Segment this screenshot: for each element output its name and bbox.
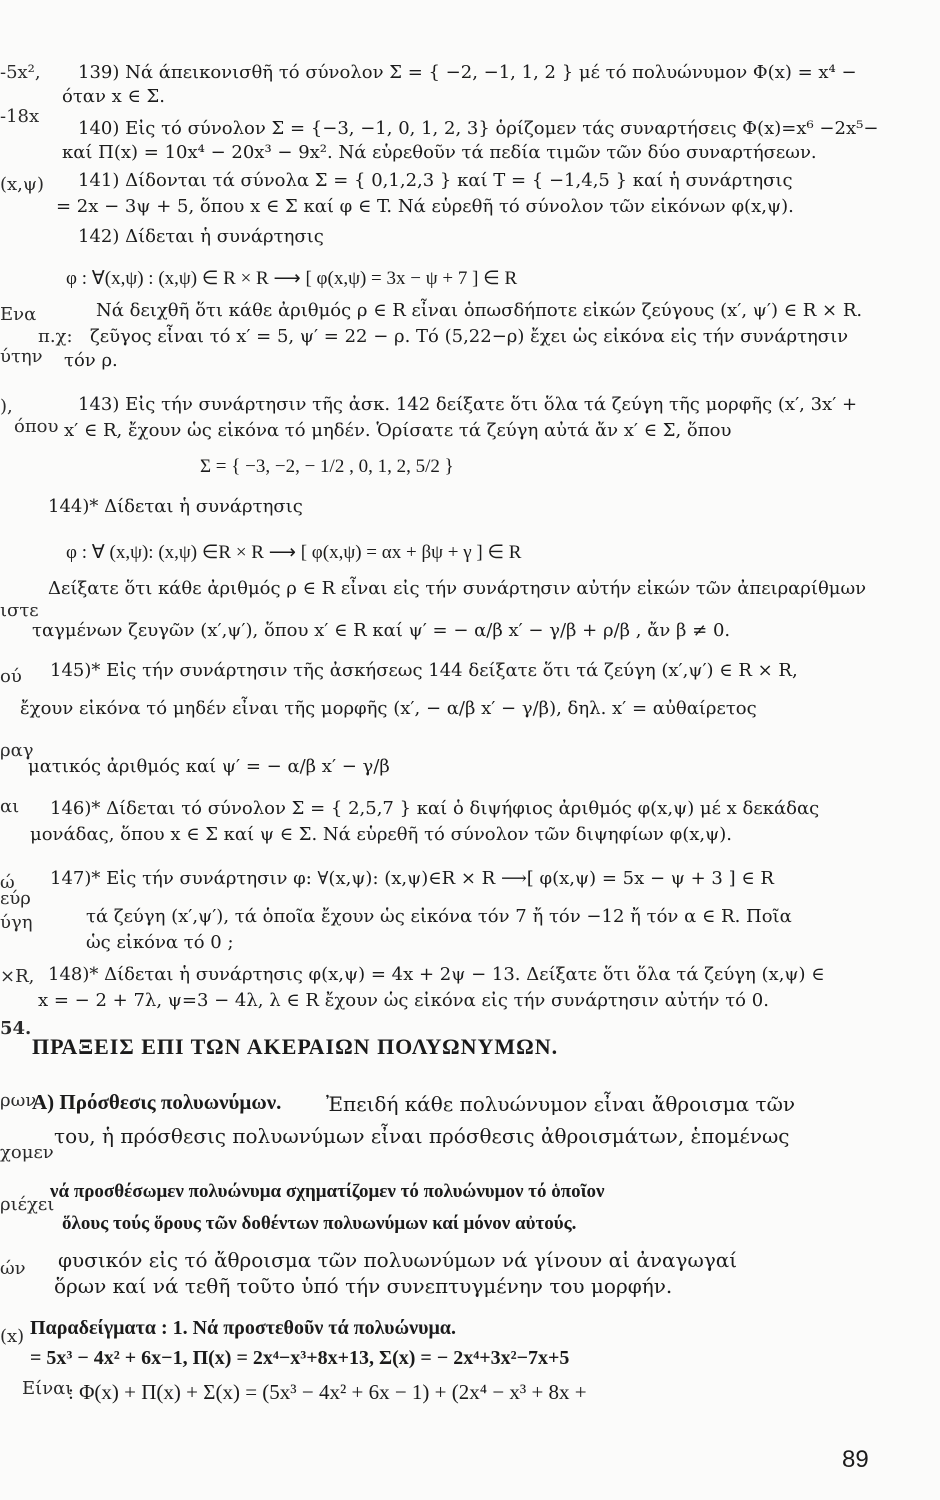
exercise-145-line1: 145)* Εἰς τήν συνάρτησιν τῆς ἀσκήσεως 144 δείξατε ὅτι τά ζεύγη (x′,ψ′) ∈ R × R, (50, 660, 798, 681)
margin-fragment: εύρ (0, 888, 31, 909)
margin-fragment: ύγη (0, 912, 33, 933)
margin-fragment: ×R, (0, 966, 35, 987)
margin-fragment: -18x (0, 106, 40, 127)
exercise-146-line2: μονάδας, ὅπου x ∈ Σ καί ψ ∈ Σ. Νά εὑρεθῆ τό σύνολον τῶν διψηφίων φ(x,ψ). (30, 824, 732, 845)
margin-fragment: ών (0, 1258, 26, 1279)
margin-fragment: ιστε (0, 600, 39, 621)
example-sum: : Φ(x) + Π(x) + Σ(x) = (5x³ − 4x² + 6x − 1) + (2x⁴ − x³ + 8x + (68, 1380, 587, 1404)
exercise-144-line3: Δείξατε ὅτι κάθε ἀριθμός ρ ∈ R εἶναι εἰς τήν συνάρτησιν αὐτήν εἰκών τῶν ἀπειραρίθμων (48, 578, 867, 599)
exercise-146-line1: 146)* Δίδεται τό σύνολον Σ = { 2,5,7 } καί ὁ διψήφιος ἀριθμός φ(x,ψ) μέ x δεκάδας (50, 798, 820, 819)
margin-fragment: ραγ (0, 740, 34, 761)
margin-fragment: ού (0, 666, 22, 687)
exercise-142-line4: ζεῦγος εἶναι τό x′ = 5, ψ′ = 22 − ρ. Τό (5,22−ρ) ἔχει ὡς εἰκόνα εἰς τήν συνάρτησιν (90, 326, 849, 347)
examples-heading: Παραδείγματα : 1. Νά προστεθοῦν τά πολυώνυμα. (30, 1317, 456, 1339)
paragraph-a-title: Α) Πρόσθεσις πολυωνύμων. (32, 1090, 282, 1114)
margin-fragment: ύτην (0, 346, 43, 367)
paragraph-a-line3: νά προσθέσωμεν πολυώνυμα σχηματίζομεν τό πολυώνυμον τό ὁποῖον (50, 1181, 605, 1202)
paragraph-a-line6: ὅρων καί νά τεθῆ τοῦτο ὑπό τήν συνεπτυγμένην του μορφήν. (54, 1274, 673, 1298)
margin-fragment: ), (0, 396, 13, 417)
exercise-143-line2: x′ ∈ R, ἔχουν ὡς εἰκόνα τό μηδέν. Ὁρίσατε τά ζεύγη αὐτά ἄν x′ ∈ Σ, ὅπου (64, 420, 732, 441)
exercise-147-line2: τά ζεύγη (x′,ψ′), τά ὁποῖα ἔχουν ὡς εἰκόνα τόν 7 ἤ τόν −12 ἤ τόν α ∈ R. Ποῖα (86, 906, 792, 927)
margin-fragment: όπου (14, 416, 59, 437)
exercise-144-line1: 144)* Δίδεται ἡ συνάρτησις (48, 496, 303, 517)
exercise-143-line1: 143) Εἰς τήν συνάρτησιν τῆς ἀσκ. 142 δείξατε ὅτι ὅλα τά ζεύγη τῆς μορφῆς (x′, 3x′ + (78, 394, 858, 415)
exercise-144-line4: ταγμένων ζευγῶν (x′,ψ′), ὅπου x′ ∈ R καί ψ′ = − α/β x′ − γ/β + ρ/β , ἄν β ≠ 0. (32, 620, 731, 641)
margin-fragment: ριέχει (0, 1194, 55, 1215)
paragraph-a-line5: φυσικόν εἰς τό ἄθροισμα τῶν πολυωνύμων νά γίνουν αἱ ἀναγωγαί (58, 1248, 738, 1272)
exercise-148-line2: x = − 2 + 7λ, ψ=3 − 4λ, λ ∈ R ἔχουν ὡς εἰκόνα εἰς τήν συνάρτησιν αὐτήν τό 0. (38, 990, 769, 1011)
exercise-145-line3: ματικός ἀριθμός καί ψ′ = − α/β x′ − γ/β (28, 756, 390, 777)
exercise-147-line3: ὡς εἰκόνα τό 0 ; (86, 932, 234, 953)
exercise-139-line1: 139) Νά άπεικονισθῆ τό σύνολον Σ = { −2, −1, 1, 2 } μέ τό πολυώνυμον Φ(x) = x⁴ − (78, 62, 857, 83)
margin-fragment: (x,ψ) (0, 174, 45, 195)
exercise-141-line2: = 2x − 3ψ + 5, ὅπου x ∈ Σ καί φ ∈ T. Νά εὑρεθῆ τό σύνολον τῶν εἰκόνων φ(x,ψ). (56, 196, 794, 217)
section-heading: ΠΡΑΞΕΙΣ ΕΠΙ ΤΩΝ ΑΚΕΡΑΙΩΝ ΠΟΛΥΩΝΥΜΩΝ. (32, 1034, 559, 1059)
margin-fragment: (x) (0, 1326, 25, 1347)
exercise-142-formula: φ : ∀(x,ψ) : (x,ψ) ∈ R × R ⟶ [ φ(x,ψ) = 3x − ψ + 7 ] ∈ R (66, 268, 518, 289)
exercise-140-line1: 140) Εἰς τό σύνολον Σ = {−3, −1, 0, 1, 2, 3} ὁρίζομεν τάς συναρτήσεις Φ(x)=x⁶ −2x⁵− (78, 118, 879, 139)
exercise-140-line2: καί Π(x) = 10x⁴ − 20x³ − 9x². Νά εὑρεθοῦν τά πεδία τιμῶν τῶν δύο συναρτήσεων. (62, 142, 817, 163)
margin-fragment: Είναι (22, 1378, 73, 1399)
margin-fragment: ρων (0, 1090, 37, 1111)
paragraph-a-line2: του, ἡ πρόσθεσις πολυωνύμων εἶναι πρόσθεσις ἀθροισμάτων, ἑπομένως (54, 1124, 790, 1148)
page-number: 89 (842, 1446, 869, 1473)
margin-fragment: Ενα (0, 304, 37, 325)
exercise-139-line2: όταν x ∈ Σ. (62, 86, 165, 107)
exercise-148-line1: 148)* Δίδεται ἡ συνάρτησις φ(x,ψ) = 4x + 2ψ − 13. Δείξατε ὅτι ὅλα τά ζεύγη (x,ψ) ∈ (48, 964, 825, 985)
exercise-143-set: Σ = { −3, −2, − 1/2 , 0, 1, 2, 5/2 } (200, 456, 454, 477)
example-polynomials: = 5x³ − 4x² + 6x−1, Π(x) = 2x⁴−x³+8x+13, Σ(x) = − 2x⁴+3x²−7x+5 (30, 1347, 570, 1369)
exercise-144-formula: φ : ∀ (x,ψ): (x,ψ) ∈R × R ⟶ [ φ(x,ψ) = αx + βψ + γ ] ∈ R (66, 542, 522, 563)
exercise-142-line5: τόν ρ. (64, 350, 118, 371)
margin-fragment: χομεν (0, 1142, 54, 1163)
margin-fragment: -5x², (0, 62, 41, 83)
exercise-145-line2: ἔχουν εἰκόνα τό μηδέν εἶναι τῆς μορφῆς (x′, − α/β x′ − γ/β), δηλ. x′ = αὐθαίρετος (20, 698, 757, 719)
margin-fragment: 54. (0, 1018, 32, 1039)
margin-fragment: αι (0, 796, 20, 817)
exercise-142-line3: Νά δειχθῆ ὅτι κάθε ἀριθμός ρ ∈ R εἶναι ὁπωσδήποτε εἰκών ζεύγους (x′, ψ′) ∈ R × R. (96, 300, 863, 321)
exercise-147-line1: 147)* Εἰς τήν συνάρτησιν φ: ∀(x,ψ): (x,ψ)∈R × R ⟶[ φ(x,ψ) = 5x − ψ + 3 ] ∈ R (50, 868, 774, 889)
exercise-142-line1: 142) Δίδεται ἡ συνάρτησις (78, 226, 324, 247)
margin-fragment: π.χ: (38, 326, 73, 347)
paragraph-a-line4: ὅλους τούς ὅρους τῶν δοθέντων πολυωνύμων καί μόνον αὐτούς. (62, 1213, 577, 1234)
paragraph-a-line1: Ἐπειδή κάθε πολυώνυμον εἶναι ἄθροισμα τῶν (326, 1092, 796, 1116)
exercise-141-line1: 141) Δίδονται τά σύνολα Σ = { 0,1,2,3 } καί T = { −1,4,5 } καί ἡ συνάρτησις (78, 170, 793, 191)
margin-fragment: ώ (0, 872, 15, 893)
